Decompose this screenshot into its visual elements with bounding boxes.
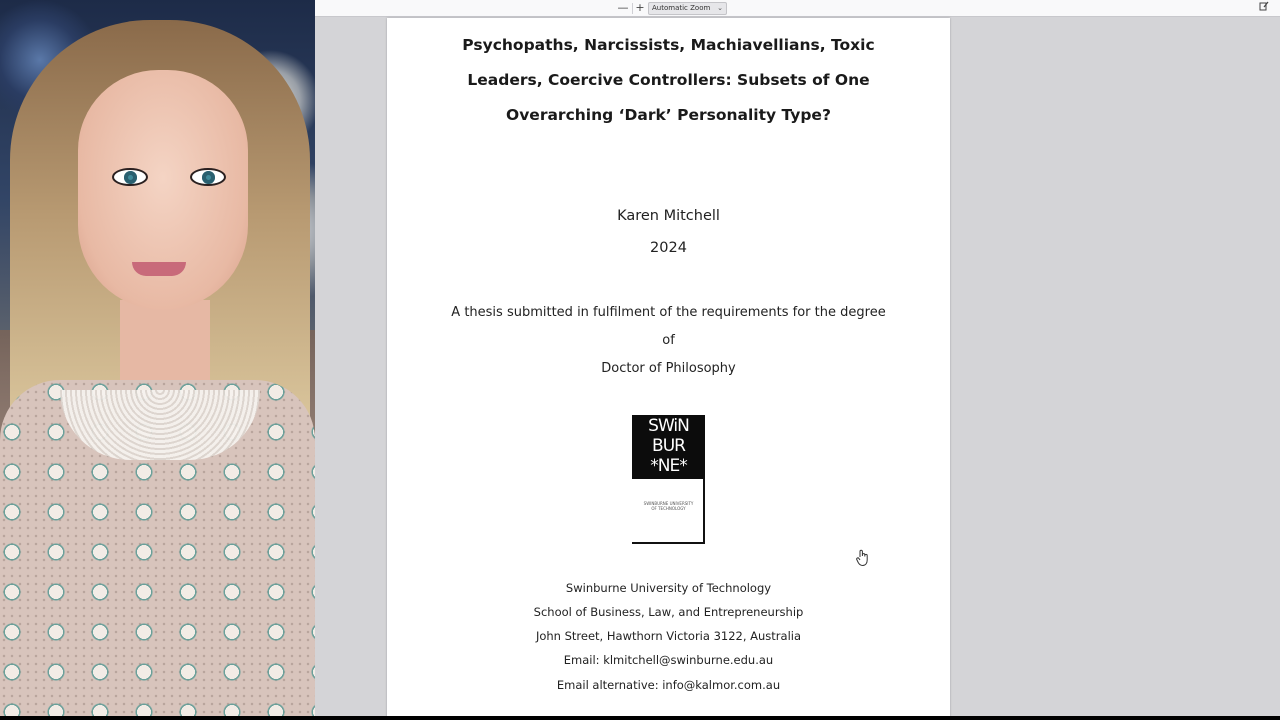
webcam-video-overlay — [0, 0, 315, 720]
submission-line: of — [662, 333, 675, 348]
zoom-select[interactable] — [648, 2, 727, 15]
institution-line: School of Business, Law, and Entrepreneurship — [533, 605, 804, 619]
document-title-line: Overarching ‘Dark’ Personality Type? — [506, 106, 831, 124]
zoom-out-button[interactable]: — — [617, 1, 629, 14]
logo-subtitle-line: SWINBURNE UNIVERSITY — [643, 501, 694, 506]
webcam-person-mouth — [132, 262, 186, 276]
email-alternative-line[interactable]: Email alternative: info@kalmor.com.au — [556, 678, 781, 692]
zoom-select-value: Automatic Zoom — [652, 4, 711, 12]
hand-pointer-icon — [856, 549, 870, 567]
email-line[interactable]: Email: klmitchell@swinburne.edu.au — [563, 653, 774, 667]
edit-icon[interactable] — [1259, 1, 1269, 14]
zoom-in-button[interactable]: + — [635, 1, 645, 14]
pdf-viewer — [315, 0, 1280, 716]
submission-line: Doctor of Philosophy — [601, 361, 736, 376]
pdf-page — [387, 18, 950, 716]
webcam-person-eye-right — [190, 168, 226, 186]
document-title-line: Psychopaths, Narcissists, Machiavellians, Toxic — [462, 36, 875, 54]
document-author: Karen Mitchell — [617, 208, 720, 224]
university-logo-frame — [632, 479, 705, 544]
submission-line: A thesis submitted in fulfilment of the requirements for the degree — [451, 305, 886, 320]
logo-line: *NE* — [650, 456, 687, 476]
webcam-person-eye-left — [112, 168, 148, 186]
document-year: 2024 — [650, 240, 687, 256]
university-logo — [632, 415, 705, 544]
logo-line: SWiN — [648, 416, 689, 436]
document-title-line: Leaders, Coercive Controllers: Subsets of One — [467, 71, 870, 89]
chevron-down-icon: ⌄ — [717, 4, 723, 12]
university-logo-mark — [632, 415, 705, 479]
logo-subtitle-line: OF TECHNOLOGY — [651, 506, 686, 511]
logo-subtitle — [634, 501, 703, 511]
pdf-toolbar — [315, 0, 1280, 17]
webcam-person-neck — [120, 300, 210, 390]
logo-line: BUR — [652, 436, 685, 456]
bottom-border — [0, 716, 1280, 720]
institution-line: Swinburne University of Technology — [565, 581, 772, 595]
institution-line: John Street, Hawthorn Victoria 3122, Australia — [535, 629, 802, 643]
